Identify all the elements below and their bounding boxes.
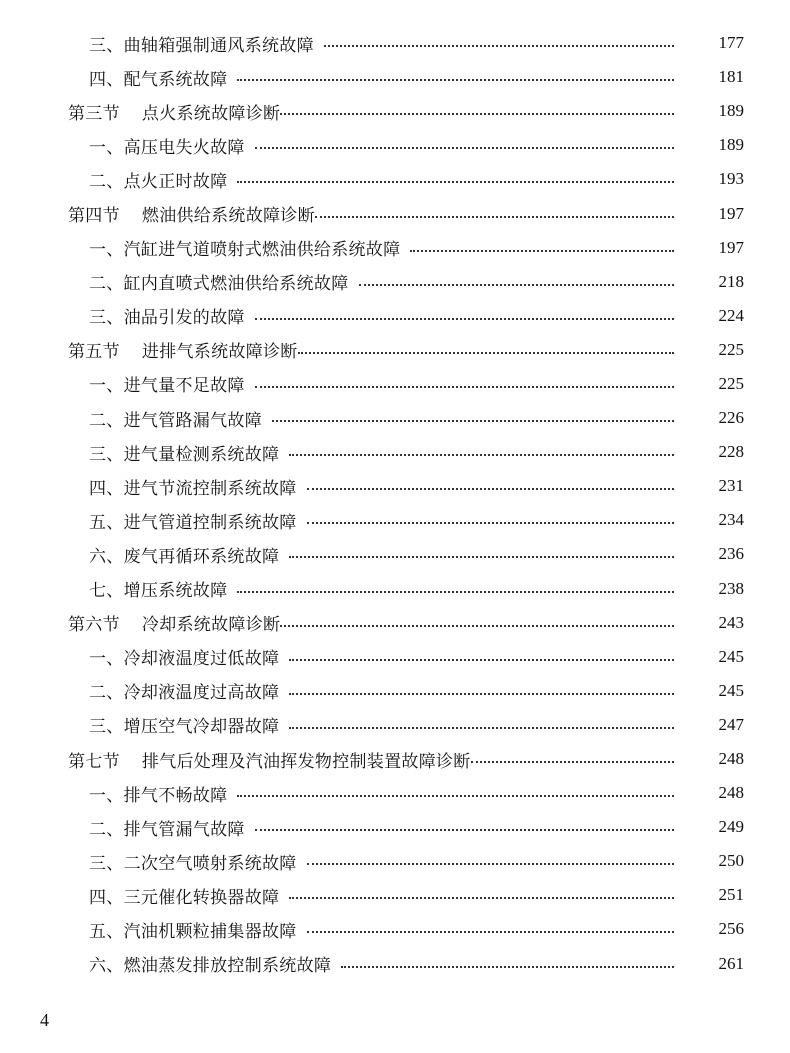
toc-entry-title: 三、进气量检测系统故障: [89, 444, 280, 465]
toc-entry-title: 三、二次空气喷射系统故障: [89, 853, 297, 874]
toc-subsection-entry: [0, 537, 790, 571]
toc-entry-title: 三、增压空气冷却器故障: [89, 717, 280, 738]
toc-entry-title: 三、油品引发的故障: [89, 308, 245, 329]
toc-subsection-entry: [0, 265, 790, 299]
toc-page-number: 248: [718, 749, 744, 769]
toc-entry-title: 一、汽缸进气道喷射式燃油供给系统故障: [89, 240, 401, 261]
toc-entry-title: 一、高压电失火故障: [89, 137, 245, 158]
toc-subsection-entry: [0, 878, 790, 912]
toc-page-number: 177: [718, 33, 744, 53]
toc-page-number: 231: [718, 476, 744, 496]
toc-entry-title: 五、汽油机颗粒捕集器故障: [89, 921, 297, 942]
toc-entry-title: 四、三元催化转换器故障: [89, 887, 280, 908]
table-of-contents: [0, 26, 790, 981]
dot-leader: [410, 250, 674, 252]
toc-page-number: 189: [718, 135, 744, 155]
toc-subsection-entry: [0, 503, 790, 537]
toc-page-number: 261: [718, 953, 744, 973]
toc-entry-title: 一、排气不畅故障: [89, 785, 228, 806]
dot-leader: [289, 693, 674, 695]
toc-subsection-entry: [0, 162, 790, 196]
toc-page-number: 247: [718, 714, 744, 734]
toc-subsection-entry: [0, 810, 790, 844]
section-title: 燃油供给系统故障诊断: [141, 206, 315, 227]
toc-entry-title: [68, 747, 471, 772]
toc-entry-title: 二、点火正时故障: [89, 171, 228, 192]
toc-subsection-entry: [0, 401, 790, 435]
dot-leader: [237, 181, 674, 183]
toc-page-number: 249: [718, 817, 744, 837]
dot-leader: [307, 488, 674, 490]
toc-subsection-entry: [0, 776, 790, 810]
toc-entry-title: 五、进气管道控制系统故障: [89, 512, 297, 533]
toc-page-number: 245: [718, 680, 744, 700]
toc-entry-title: 四、配气系统故障: [89, 69, 228, 90]
toc-entry-title: [68, 201, 315, 226]
dot-leader: [289, 727, 674, 729]
toc-subsection-entry: [0, 60, 790, 94]
toc-page-number: 225: [718, 339, 744, 359]
toc-page-number: 218: [718, 271, 744, 291]
section-title: 冷却系统故障诊断: [141, 615, 281, 636]
toc-entry-title: 六、燃油蒸发排放控制系统故障: [89, 956, 332, 977]
dot-leader: [255, 829, 674, 831]
toc-entry-title: [68, 337, 298, 362]
toc-subsection-entry: [0, 912, 790, 946]
dot-leader: [289, 897, 674, 899]
dot-leader: [471, 761, 674, 763]
page-number: 4: [40, 1010, 49, 1030]
toc-entry-title: 二、缸内直喷式燃油供给系统故障: [89, 274, 349, 295]
toc-page-number: 236: [718, 544, 744, 564]
toc-subsection-entry: [0, 128, 790, 162]
toc-subsection-entry: [0, 299, 790, 333]
dot-leader: [307, 522, 674, 524]
toc-entry-title: 六、废气再循环系统故障: [89, 546, 280, 567]
toc-subsection-entry: [0, 640, 790, 674]
toc-entry-title: 四、进气节流控制系统故障: [89, 478, 297, 499]
dot-leader: [307, 863, 674, 865]
dot-leader: [359, 284, 675, 286]
section-title: 排气后处理及汽油挥发物控制装置故障诊断: [141, 751, 471, 772]
toc-entry-title: [68, 99, 280, 124]
toc-section-entry: [0, 94, 790, 128]
dot-leader: [298, 352, 674, 354]
dot-leader: [272, 420, 674, 422]
toc-subsection-entry: [0, 231, 790, 265]
toc-entry-title: 一、进气量不足故障: [89, 376, 245, 397]
toc-page-number: 181: [718, 67, 744, 87]
dot-leader: [341, 966, 674, 968]
toc-section-entry: [0, 196, 790, 230]
section-number: 第三节: [68, 103, 120, 124]
toc-entry-title: 二、进气管路漏气故障: [89, 410, 262, 431]
toc-page-number: 234: [718, 510, 744, 530]
section-number: 第六节: [68, 615, 120, 636]
toc-entry-title: 七、增压系统故障: [89, 581, 228, 602]
toc-page-number: 226: [718, 408, 744, 428]
dot-leader: [307, 931, 674, 933]
dot-leader: [280, 113, 674, 115]
toc-subsection-entry: [0, 708, 790, 742]
toc-page-number: 238: [718, 578, 744, 598]
dot-leader: [289, 556, 674, 558]
toc-page-number: 251: [718, 885, 744, 905]
toc-entry-title: 二、排气管漏气故障: [89, 819, 245, 840]
section-number: 第七节: [68, 751, 120, 772]
toc-page-number: 248: [718, 783, 744, 803]
toc-section-entry: [0, 606, 790, 640]
toc-page-number: 197: [718, 203, 744, 223]
toc-page-number: 189: [718, 101, 744, 121]
toc-page-number: 224: [718, 305, 744, 325]
dot-leader: [255, 147, 674, 149]
dot-leader: [237, 591, 674, 593]
toc-page-number: 228: [718, 442, 744, 462]
dot-leader: [315, 216, 674, 218]
dot-leader: [289, 659, 674, 661]
dot-leader: [237, 79, 674, 81]
section-number: 第四节: [68, 206, 120, 227]
toc-subsection-entry: [0, 947, 790, 981]
toc-section-entry: [0, 742, 790, 776]
toc-page-number: 256: [718, 919, 744, 939]
toc-entry-title: 一、冷却液温度过低故障: [89, 649, 280, 670]
toc-page-number: 225: [718, 373, 744, 393]
dot-leader: [255, 318, 674, 320]
toc-page-number: 243: [718, 612, 744, 632]
toc-subsection-entry: [0, 572, 790, 606]
toc-section-entry: [0, 333, 790, 367]
toc-subsection-entry: [0, 674, 790, 708]
toc-page-number: 193: [718, 169, 744, 189]
dot-leader: [255, 386, 674, 388]
toc-subsection-entry: [0, 367, 790, 401]
dot-leader: [324, 45, 674, 47]
dot-leader: [289, 454, 674, 456]
section-title: 点火系统故障诊断: [141, 103, 281, 124]
toc-subsection-entry: [0, 26, 790, 60]
dot-leader: [280, 625, 674, 627]
toc-entry-title: 三、曲轴箱强制通风系统故障: [89, 35, 314, 56]
toc-page-number: 197: [718, 237, 744, 257]
section-title: 进排气系统故障诊断: [141, 342, 298, 363]
dot-leader: [237, 795, 674, 797]
toc-subsection-entry: [0, 435, 790, 469]
toc-subsection-entry: [0, 469, 790, 503]
toc-subsection-entry: [0, 844, 790, 878]
toc-page-number: 245: [718, 646, 744, 666]
toc-page-number: 250: [718, 851, 744, 871]
section-number: 第五节: [68, 342, 120, 363]
toc-entry-title: 二、冷却液温度过高故障: [89, 683, 280, 704]
toc-entry-title: [68, 610, 280, 635]
